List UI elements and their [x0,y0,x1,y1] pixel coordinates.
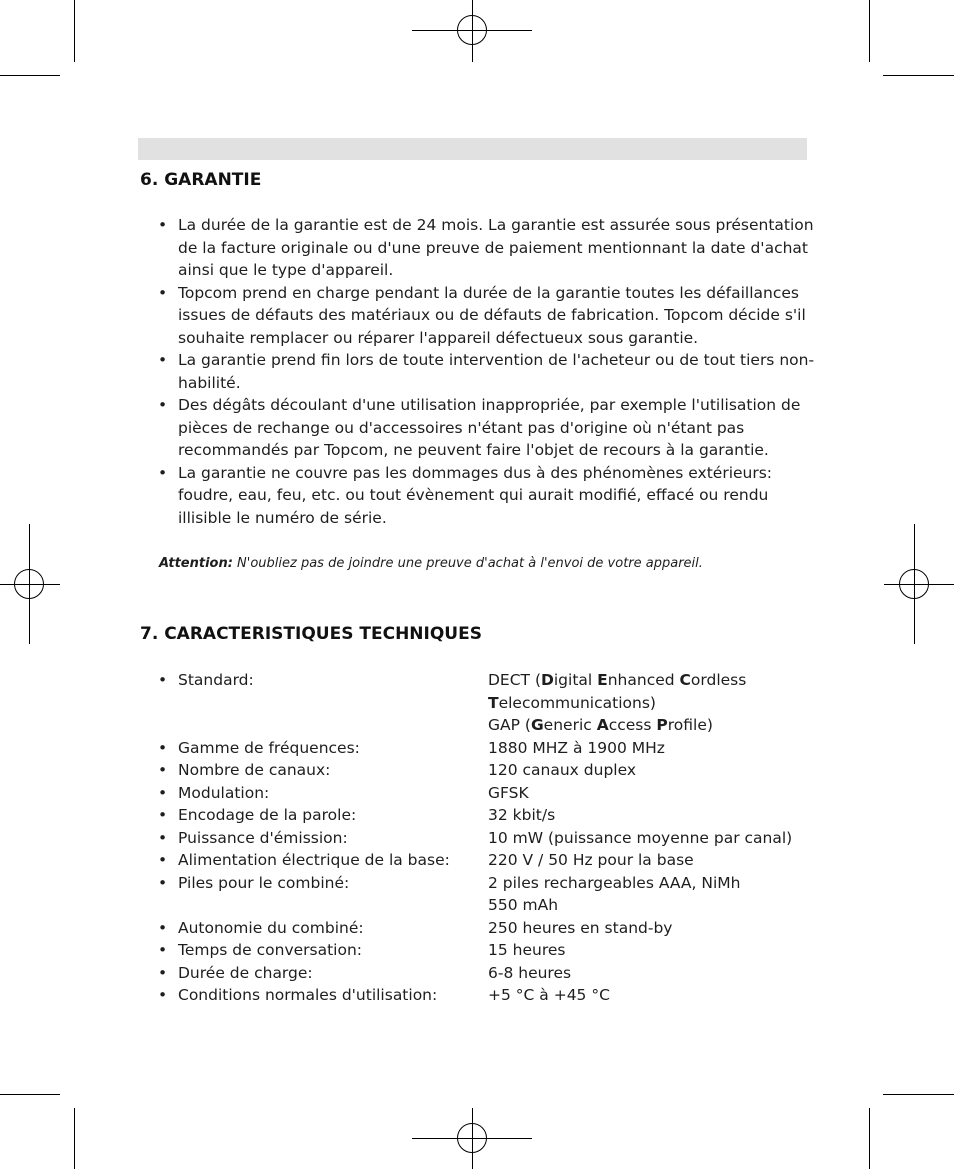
spec-row [158,804,838,827]
spec-label: • Conditions normales d'utilisation: [158,984,488,1007]
spec-label: • Piles pour le combiné: [158,872,488,895]
spec-value: 2 piles rechargeables AAA, NiMh 550 mAh [488,873,741,914]
spec-value: 15 heures [488,941,566,959]
garantie-item: • La durée de la garantie est de 24 mois. La garantie est assurée sous présentation de la facture originale ou d'une preuve de paiement mentionnant la date d'achat ainsi que le type d'appareil. [158,214,818,282]
spec-value: 250 heures en stand-by [488,918,673,937]
crop-mark-bottom-left-h [0,1094,60,1095]
garantie-list [158,214,818,529]
spec-label: • Standard: [158,669,488,692]
reg-right-circle [899,569,929,599]
garantie-item: • La garantie ne couvre pas les dommages dus à des phénomènes extérieurs: foudre, eau, feu, etc. ou tout évènement qui aurait modifié, effacé ou rendu illisible le numéro de série. [158,462,818,530]
reg-bottom-circle [457,1123,487,1153]
spec-label: • Durée de charge: [158,962,488,985]
section-title-garantie: 6. GARANTIE [140,170,262,190]
crop-mark-top-right-h [883,75,954,76]
reg-left-circle [14,569,44,599]
garantie-item: • Topcom prend en charge pendant la durée de la garantie toutes les défaillances issues de défauts des matériaux ou de défauts de fabrication. Topcom décide s'il souhaite remplacer ou réparer l'appareil défectueux sous garantie. [158,282,818,350]
spec-value: 6-8 heures [488,963,572,982]
spec-value: 1880 MHZ à 1900 MHz [488,738,665,757]
spec-value-standard: DECT (Digital Enhanced Cordless Telecommunications) GAP (Generic Access Profile) [488,671,747,734]
spec-row [158,872,838,917]
attention-text: N'oubliez pas de joindre une preuve d'achat à l'envoi de votre appareil. [232,556,703,571]
spec-row [158,917,838,940]
spec-label: • Gamme de fréquences: [158,737,488,760]
garantie-item: • Des dégâts découlant d'une utilisation inappropriée, par exemple l'utilisation de pièces de rechange ou d'accessoires n'étant pas d'origine où n'étant pas recommandés par Topcom, ne peuvent faire l'objet de recours à la garantie. [158,394,818,462]
crop-mark-top-right-v [869,0,870,62]
crop-mark-bottom-right-v [869,1108,870,1169]
spec-row-standard [158,669,838,737]
spec-row [158,939,838,962]
spec-row [158,759,838,782]
header-band [138,138,807,160]
reg-top-circle [457,15,487,45]
crop-mark-bottom-right-h [883,1094,954,1095]
spec-value: +5 °C à +45 °C [488,986,610,1004]
spec-value: GFSK [488,783,529,802]
attention-note [159,556,703,571]
specs-table [158,669,838,1007]
spec-value: 32 kbit/s [488,806,556,824]
section-title-specs: 7. CARACTERISTIQUES TECHNIQUES [140,624,482,644]
spec-label: • Puissance d'émission: [158,827,488,850]
crop-mark-top-left-h [0,75,60,76]
spec-row [158,984,838,1007]
crop-mark-top-left-v [74,0,75,62]
spec-value: 220 V / 50 Hz pour la base [488,851,694,869]
spec-label: • Modulation: [158,782,488,805]
spec-value: 10 mW (puissance moyenne par canal) [488,828,793,847]
spec-row [158,782,838,805]
spec-row [158,737,838,760]
spec-value: 120 canaux duplex [488,761,637,779]
spec-row [158,827,838,850]
spec-label: • Temps de conversation: [158,939,488,962]
spec-label: • Autonomie du combiné: [158,917,488,940]
attention-label: Attention: [159,556,233,571]
spec-row [158,849,838,872]
spec-label: • Nombre de canaux: [158,759,488,782]
crop-mark-bottom-left-v [74,1108,75,1169]
spec-label: • Encodage de la parole: [158,804,488,827]
spec-row [158,962,838,985]
spec-label: • Alimentation électrique de la base: [158,849,488,872]
garantie-item: • La garantie prend fin lors de toute intervention de l'acheteur ou de tout tiers non-habilité. [158,349,818,394]
